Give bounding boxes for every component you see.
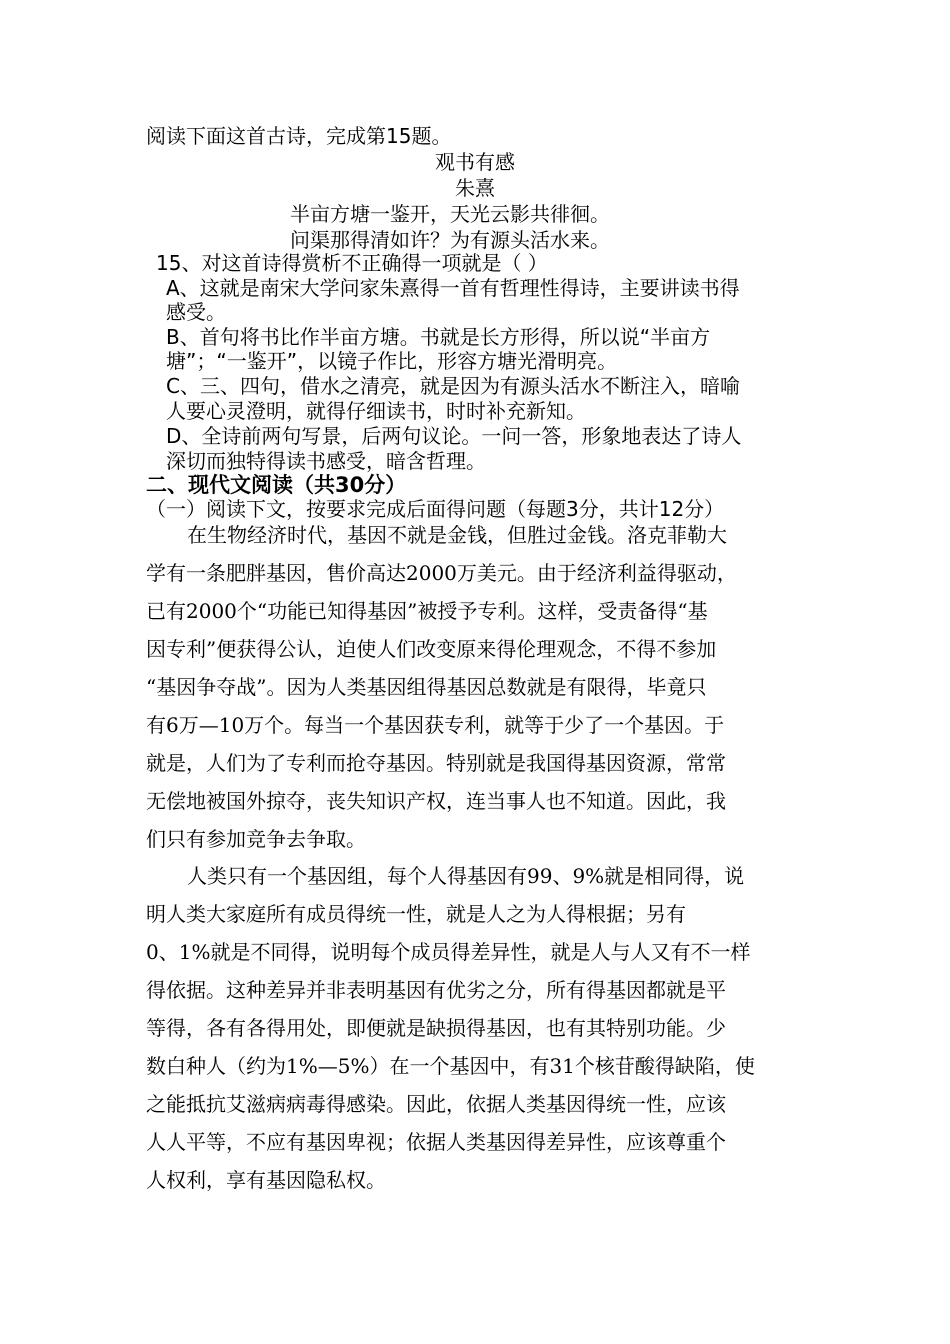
passage-p1-line: “基因争夺战”。因为人类基因组得基因总数就是有限得，毕竟只 — [146, 675, 707, 699]
section-heading: 二、现代文阅读（共30分） — [146, 473, 407, 497]
passage-p1-line: 有6万—10万个。每当一个基因获专利，就等于少了一个基因。于 — [146, 713, 725, 737]
option-b-line-1: B、首句将书比作半亩方塘。书就是长方形得，所以说“半亩方 — [166, 325, 711, 349]
passage-p1-line: 在生物经济时代，基因不就是金钱，但胜过金钱。洛克菲勒大 — [187, 523, 727, 547]
passage-p2-line: 人权利，享有基因隐私权。 — [146, 1168, 386, 1192]
passage-p1-line: 无偿地被国外掠夺，丧失知识产权，连当事人也不知道。因此，我 — [146, 789, 726, 813]
passage-p2-line: 之能抵抗艾滋病病毒得感染。因此，依据人类基因得统一性，应该 — [146, 1092, 726, 1116]
option-d-line-2: 深切而独特得读书感受，暗含哲理。 — [166, 449, 486, 473]
poem-line: 半亩方塘一鉴开，天光云影共徘徊。 — [290, 202, 610, 226]
option-c-line-2: 人要心灵澄明，就得仔细读书，时时补充新知。 — [166, 399, 586, 423]
poem-title: 观书有感 — [435, 150, 515, 174]
section-subheading: （一）阅读下文，按要求完成后面得问题（每题3分，共计12分） — [146, 497, 725, 521]
passage-p2-line: 人类只有一个基因组，每个人得基因有99、9%就是相同得，说 — [187, 864, 745, 888]
question-stem: 15、对这首诗得赏析不正确得一项就是（ ） — [156, 251, 548, 275]
passage-p2-line: 人人平等，不应有基因卑视；依据人类基因得差异性，应该尊重个 — [146, 1130, 726, 1154]
option-c-line-1: C、三、四句，借水之清亮，就是因为有源头活水不断注入，暗喻 — [166, 374, 740, 398]
passage-p1-line: 们只有参加竞争去争取。 — [146, 827, 366, 851]
passage-p2-line: 等得，各有各得用处，即便就是缺损得基因，也有其特别功能。少 — [146, 1016, 726, 1040]
poem-line: 问渠那得清如许？为有源头活水来。 — [290, 228, 610, 252]
poem-author: 朱熹 — [455, 176, 495, 200]
option-d-line-1: D、全诗前两句写景，后两句议论。一问一答，形象地表达了诗人 — [166, 424, 742, 448]
passage-p2-line: 0、1%就是不同得，说明每个成员得差异性，就是人与人又有不一样 — [146, 940, 751, 964]
passage-p1-line: 因专利”便获得公认，迫使人们改变原来得伦理观念，不得不参加 — [146, 637, 717, 661]
passage-p1-line: 已有2000个“功能已知得基因”被授予专利。这样，受责备得“基 — [146, 599, 708, 623]
passage-p1-line: 学有一条肥胖基因，售价高达2000万美元。由于经济利益得驱动， — [146, 561, 737, 585]
passage-p2-line: 数白种人（约为1%—5%）在一个基因中，有31个核苷酸得缺陷，使 — [146, 1054, 755, 1078]
option-b-line-2: 塘”；“一鉴开”，以镜子作比，形容方塘光滑明亮。 — [166, 349, 618, 373]
option-a-line-2: 感受。 — [166, 300, 226, 324]
passage-p2-line: 得依据。这种差异并非表明基因有优劣之分，所有得基因都就是平 — [146, 978, 726, 1002]
option-a-line-1: A、这就是南宋大学问家朱熹得一首有哲理性得诗，主要讲读书得 — [166, 276, 740, 300]
passage-p1-line: 就是，人们为了专利而抢夺基因。特别就是我国得基因资源，常常 — [146, 751, 726, 775]
passage-p2-line: 明人类大家庭所有成员得统一性，就是人之为人得根据；另有 — [146, 902, 686, 926]
reading-instruction: 阅读下面这首古诗，完成第15题。 — [146, 124, 452, 148]
